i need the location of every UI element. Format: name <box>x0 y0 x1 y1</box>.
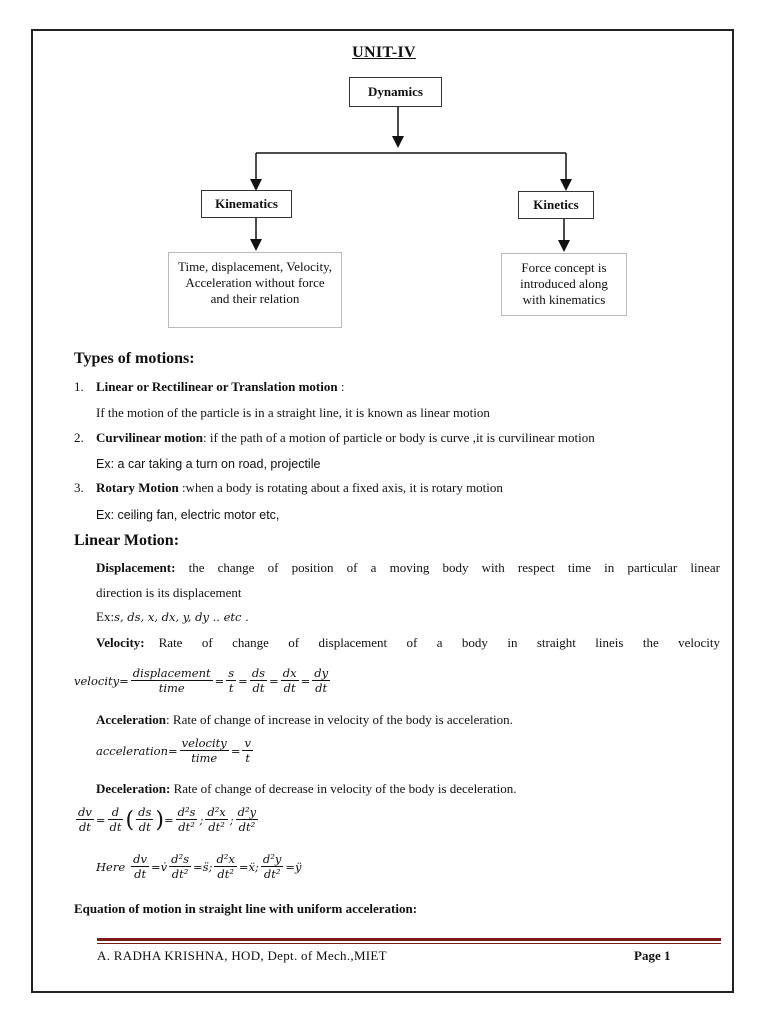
deceleration-line: Deceleration: Rate of change of decrease in velocity of the body is deceleration. <box>96 781 517 796</box>
type-number: 3. <box>74 480 84 495</box>
velocity-equation: velocity = $\frac{\text{displacement}}{\text{time}}$ = $\frac{s}{t}$ = $\frac{ds}{dt}$ = $\frac{dx}{dt}$ = $\frac{dy}{dt}$ <box>74 666 329 695</box>
type-text: : <box>337 379 345 394</box>
type-item-2-sub: Ex: a car taking a turn on road, projectile <box>96 457 321 471</box>
kinematics-box: Kinematics <box>201 190 292 218</box>
linear-motion-heading: Linear Motion: <box>74 532 180 549</box>
here-equation: Here $\frac{dv}{dt}$ = v̇ $\frac{\text{d²s}}{\text{dt²}}$ = s̈ ; $\frac{\text{d²x}}{\text{dt²}}$ = ẍ ; $\frac{\text{d²y}}{\text{dt²}}$ = ÿ <box>96 852 302 881</box>
displacement-label: Displacement: <box>96 560 176 575</box>
displacement-line-1: Displacement: the change of position of a moving body with respect time in particular linear <box>96 560 720 575</box>
velocity-label: Velocity: <box>96 635 145 650</box>
kinetics-box: Kinetics <box>518 191 594 219</box>
deceleration-equation: $\frac{dv}{dt}$ = $\frac{d}{dt}$ ( $\frac{ds}{dt}$ ) = $\frac{\text{d²s}}{\text{dt²}}$ ; $\frac{\text{d²x}}{\text{dt²}}$ ; $\frac{\text{d²y}}{\text{dt²}}$ <box>78 805 257 834</box>
type-title: Curvilinear motion <box>96 430 204 445</box>
acceleration-line: Acceleration: Rate of change of increase in velocity of the body is acceleration. <box>96 712 513 727</box>
dynamics-box: Dynamics <box>349 77 442 107</box>
type-item-1 <box>74 378 724 396</box>
type-text: :when a body is rotating about a fixed axis, it is rotary motion <box>178 480 503 495</box>
type-text: : if the path of a motion of particle or body is curve ,it is curvilinear motion <box>203 430 595 445</box>
equation-of-motion-heading: Equation of motion in straight line with uniform acceleration: <box>74 901 418 916</box>
type-number: 1. <box>74 379 84 394</box>
type-title: Linear or Rectilinear or Translation motion <box>96 379 338 394</box>
displacement-example: Ex:s, ds, x, dx, y, dy .. etc . <box>96 609 249 624</box>
types-heading: Types of motions: <box>74 350 195 367</box>
type-item-3 <box>74 479 724 497</box>
kinetics-description: Force concept is introduced along with kinematics <box>501 253 627 316</box>
deceleration-label: Deceleration: <box>96 781 171 796</box>
acceleration-equation: acceleration = $\frac{\text{velocity}}{\text{time}}$ = $\frac{v}{t}$ <box>96 736 251 765</box>
footer-author: A. RADHA KRISHNA, HOD, Dept. of Mech.,MIET <box>97 948 387 963</box>
acceleration-label: Acceleration <box>96 712 167 727</box>
type-item-1-sub: If the motion of the particle is in a straight line, it is known as linear motion <box>96 405 490 420</box>
displacement-line-2: direction is its displacement <box>96 585 242 600</box>
type-item-2 <box>74 429 724 447</box>
type-number: 2. <box>74 430 84 445</box>
page-number: Page 1 <box>634 948 671 963</box>
type-title: Rotary Motion <box>96 480 179 495</box>
type-item-3-sub: Ex: ceiling fan, electric motor etc, <box>96 508 280 522</box>
dynamics-diagram-connectors <box>0 0 768 340</box>
velocity-line: Velocity: Rate of change of displacement of a body in straight lineis the velocity <box>96 635 720 650</box>
footer-rule <box>97 938 721 944</box>
unit-title: UNIT-IV <box>352 44 416 61</box>
kinematics-description: Time, displacement, Velocity, Acceleration without force and their relation <box>168 252 342 328</box>
